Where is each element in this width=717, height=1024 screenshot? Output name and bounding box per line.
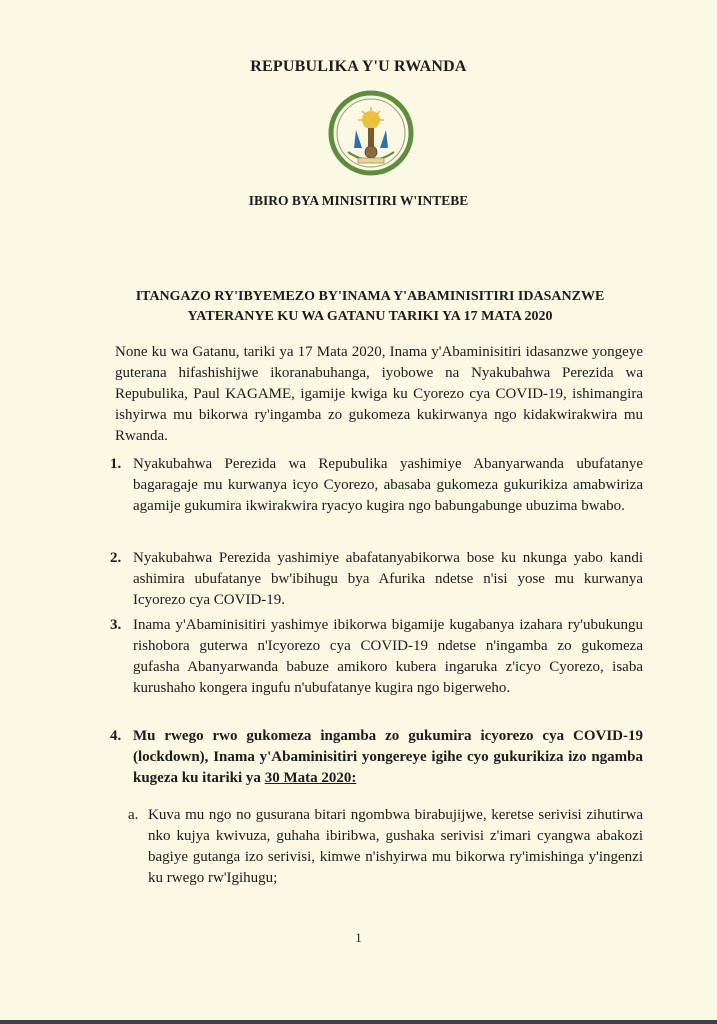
list-item-number: 3. [110, 617, 122, 633]
sub-list-item-text: Kuva mu ngo no gusurana bitari ngombwa birabujijwe, keretse serivisi zihutirwa nko kujya kwivuza, guhaha ibiribwa, gushaka serivisi z'imari cyangwa abakozi bagiye gutanga izo serivisi, kimwe n'ishyirwa mu bikorwa ry'imishinga y'ingenzi ku rwego rw'Igihugu; [148, 807, 643, 886]
list-item-text-main: Mu rwego rwo gukomeza ingamba zo gukumira icyorezo cya COVID-19 (lockdown), Inama y'Abaminisitiri yongereye igihe cyo gukurikiza izo ngamba kugeza ku itariki ya [133, 728, 643, 786]
deadline-date: 30 Mata 2020: [264, 770, 357, 786]
intro-paragraph: None ku wa Gatanu, tariki ya 17 Mata 2020, Inama y'Abaminisitiri idasanzwe yongeye guterana hifashishijwe ikoranabuhanga, iyobowe na Nyakubahwa Perezida wa Repubulika, Paul KAGAME, igamije kwiga ku Cyorezo cya COVID-19, ishimangira ishyirwa mu bikorwa ry'ingamba zo gukomeza kukirwanya ngo kidakwirakwira mu Rwanda. [115, 344, 643, 444]
scan-bottom-edge [0, 1020, 717, 1024]
list-item [110, 726, 643, 789]
list-item-text: Nyakubahwa Perezida yashimiye abafatanyabikorwa bose ku nkunga yabo kandi ashimira ubufatanye bw'ibihugu bya Afurika ndetse n'isi yose mu kurwanya Icyorezo cya COVID-19. [133, 550, 643, 608]
office-heading: IBIRO BYA MINISITIRI W'INTEBE [248, 193, 469, 208]
list-item-number: 4. [110, 728, 122, 744]
list-item-number: 1. [110, 456, 122, 472]
list-item [110, 615, 643, 699]
page-number: 1 [355, 930, 362, 945]
announcement-line-2: YATERANYE KU WA GATANU TARIKI YA 17 MATA 2020 [187, 309, 553, 324]
list-item [110, 548, 643, 611]
sub-list-item-letter: a. [128, 807, 139, 823]
announcement-title [90, 287, 650, 327]
list-item-text [133, 726, 643, 789]
announcement-line-1: ITANGAZO RY'IBYEMEZO BY'INAMA Y'ABAMINISITIRI IDASANZWE [135, 289, 605, 304]
list-item [110, 454, 643, 517]
sub-list-item [128, 805, 643, 889]
republic-heading: REPUBULIKA Y'U RWANDA [250, 58, 467, 75]
list-item-number: 2. [110, 550, 122, 566]
rwanda-coat-of-arms-icon [328, 90, 414, 176]
list-item-text: Inama y'Abaminisitiri yashimye ibikorwa bigamije kugabanya izahara ry'ubukungu rishobora guterwa n'Icyorezo cya COVID-19 ndetse n'ingamba zo gukomeza gufasha Abanyarwanda babuze amikoro kubera ingaruka z'icyo Cyorezo, isaba kurushaho kongera ingufu n'ubufatanye kugira ngo bigerweho. [133, 617, 643, 696]
list-item-text: Nyakubahwa Perezida wa Repubulika yashimiye Abanyarwanda ubufatanye bagaragaje mu kurwanya icyo Cyorezo, abasaba gukomeza gukurikiza amabwiriza agamije gukumira ikwirakwira ryacyo kugira ngo babungabunge ubuzima bwabo. [133, 456, 643, 514]
